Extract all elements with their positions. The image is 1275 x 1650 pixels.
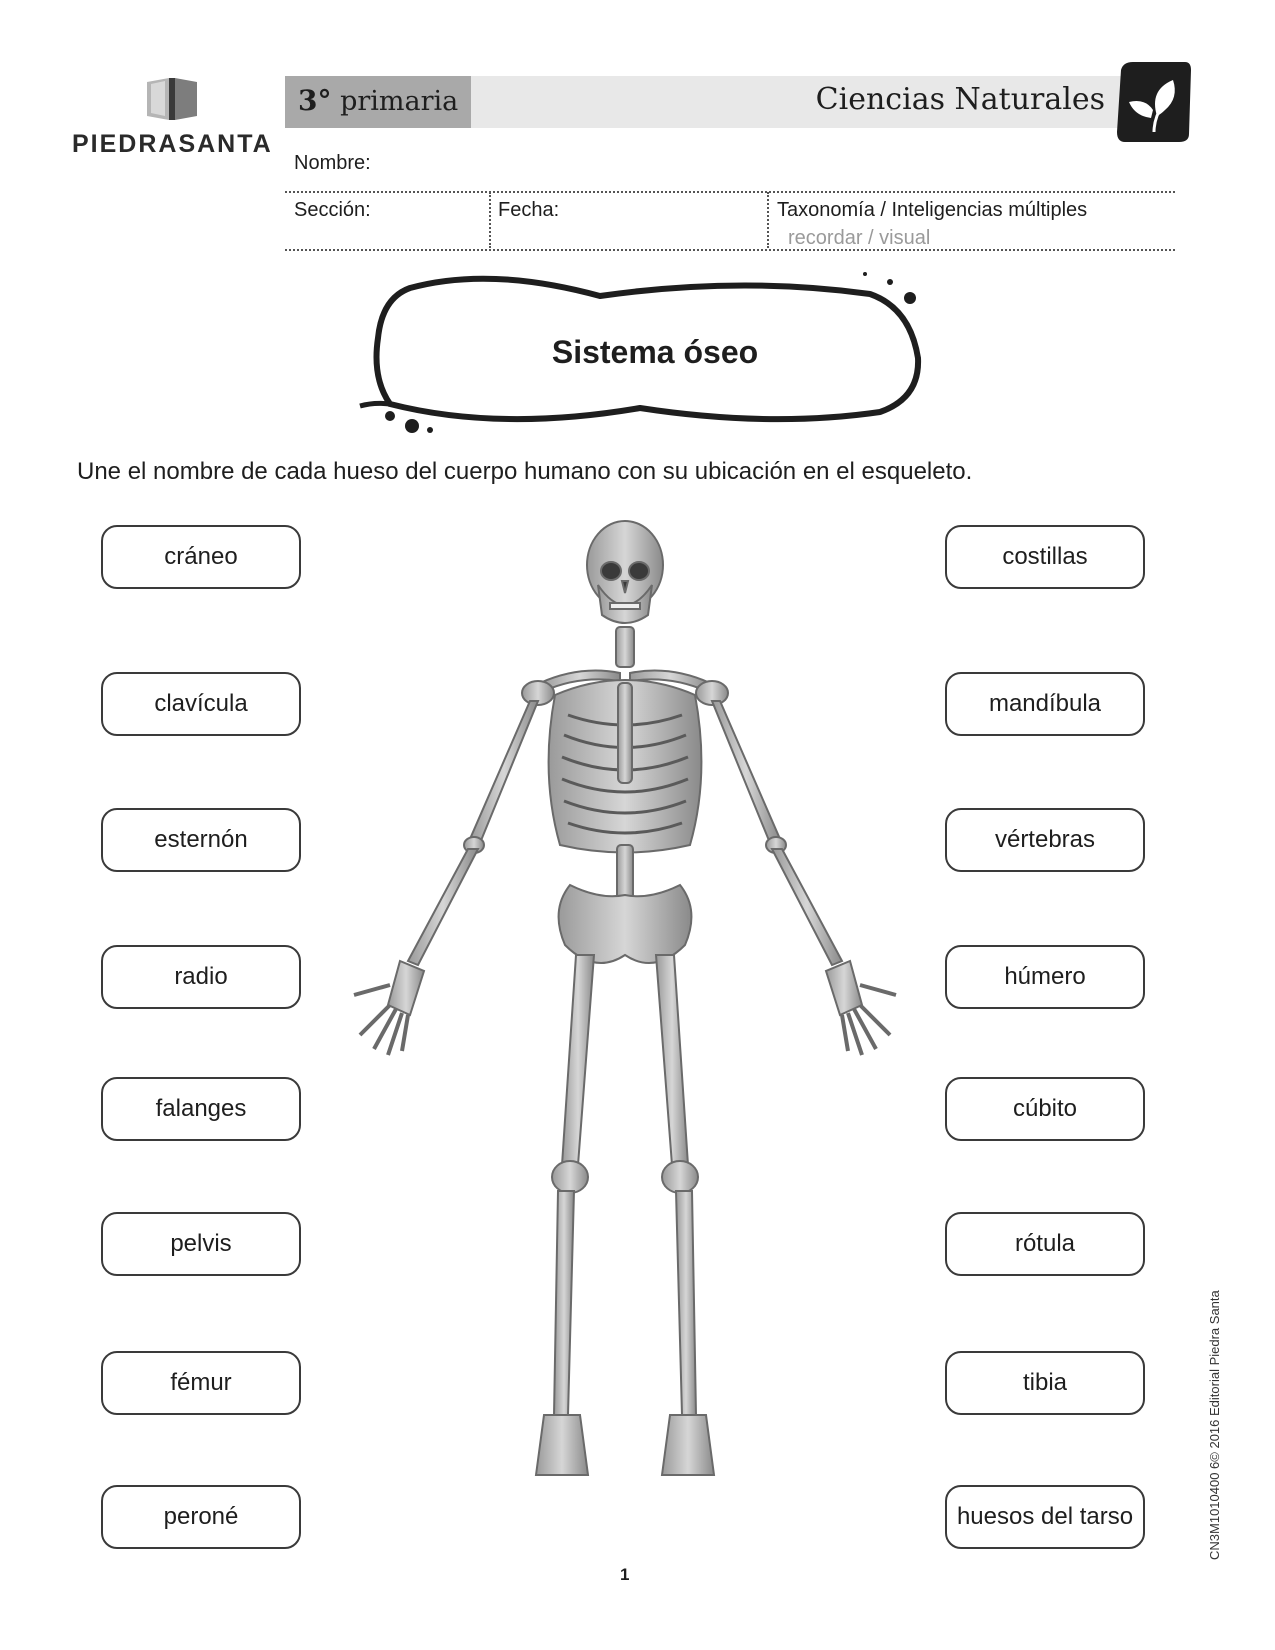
divider-vertical xyxy=(767,192,769,248)
word-box-craneo[interactable]: cráneo xyxy=(101,525,301,589)
word-box-radio[interactable]: radio xyxy=(101,945,301,1009)
word-box-femur[interactable]: fémur xyxy=(101,1351,301,1415)
word-box-esternon[interactable]: esternón xyxy=(101,808,301,872)
word-box-mandibula[interactable]: mandíbula xyxy=(945,672,1145,736)
worksheet-title: Sistema óseo xyxy=(551,334,759,370)
word-box-rotula[interactable]: rótula xyxy=(945,1212,1145,1276)
word-box-huesos-del-tarso[interactable]: huesos del tarso xyxy=(945,1485,1145,1549)
word-box-humero[interactable]: húmero xyxy=(945,945,1145,1009)
divider-line xyxy=(285,249,1175,251)
date-label: Fecha: xyxy=(498,199,560,221)
word-box-cubito[interactable]: cúbito xyxy=(945,1077,1145,1141)
book-icon xyxy=(145,76,199,122)
publisher-logo-text: PIEDRASANTA xyxy=(72,130,273,158)
word-box-costillas[interactable]: costillas xyxy=(945,525,1145,589)
word-box-tibia[interactable]: tibia xyxy=(945,1351,1145,1415)
word-box-pelvis[interactable]: pelvis xyxy=(101,1212,301,1276)
taxonomy-value: recordar / visual xyxy=(788,227,931,249)
copyright-text: CN3M1010400 6© 2016 Editorial Piedra Santa xyxy=(1207,1290,1222,1560)
word-box-clavicula[interactable]: clavícula xyxy=(101,672,301,736)
instructions: Une el nombre de cada hueso del cuerpo humano con su ubicación en el esqueleto. xyxy=(77,458,973,485)
skeleton-illustration xyxy=(340,515,920,1555)
page-number: 1 xyxy=(620,1565,630,1584)
name-label: Nombre: xyxy=(294,152,371,174)
divider-vertical xyxy=(489,192,491,248)
divider-line xyxy=(285,191,1175,193)
grade-label xyxy=(298,84,458,117)
word-box-perone[interactable]: peroné xyxy=(101,1485,301,1549)
taxonomy-label: Taxonomía / Inteligencias múltiples xyxy=(777,199,1088,221)
section-label: Sección: xyxy=(294,199,371,221)
word-box-falanges[interactable]: falanges xyxy=(101,1077,301,1141)
word-box-vertebras[interactable]: vértebras xyxy=(945,808,1145,872)
subject-title: Ciencias Naturales xyxy=(815,82,1105,117)
grade-level: primaria xyxy=(340,86,459,117)
leaf-icon xyxy=(1113,60,1193,143)
grade-number: 3° xyxy=(298,84,332,117)
